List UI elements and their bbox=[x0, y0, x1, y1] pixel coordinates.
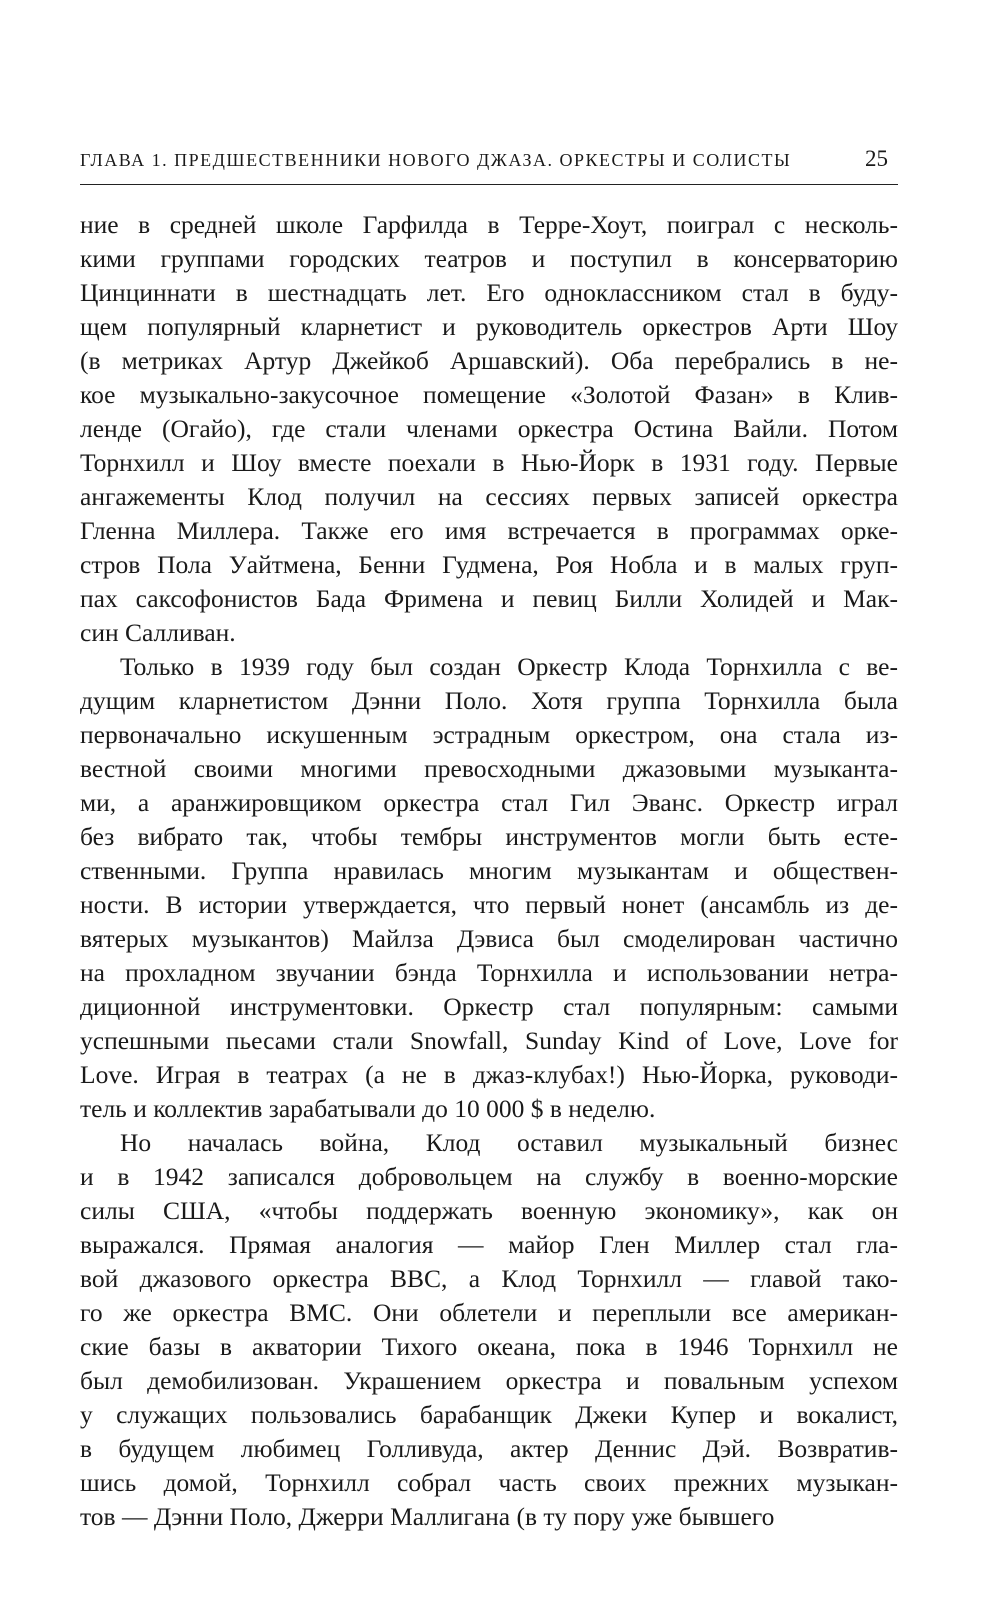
text-line: в будущем любимец Голливуда, актер Деннис Дэй. Возвратив- bbox=[80, 1434, 898, 1463]
text-line: тов — Дэнни Поло, Джерри Маллигана (в ту пору уже бывшего bbox=[80, 1502, 775, 1531]
paragraph bbox=[80, 650, 898, 1126]
text-line: и в 1942 записался добровольцем на службу в военно-морские bbox=[80, 1162, 898, 1191]
text-line: стров Пола Уайтмена, Бенни Гудмена, Роя Нобла и в малых груп- bbox=[80, 550, 898, 579]
page-number: 25 bbox=[865, 146, 888, 171]
text-line: Но началась война, Клод оставил музыкальный бизнес bbox=[120, 1128, 898, 1157]
text-line: (в метриках Артур Джейкоб Аршавский). Оба перебрались в не- bbox=[80, 346, 898, 375]
text-line: вестной своими многими превосходными джазовыми музыканта- bbox=[80, 754, 898, 783]
text-line: ские базы в акватории Тихого океана, пока в 1946 Торнхилл не bbox=[80, 1332, 898, 1361]
text-line: Цинциннати в шестнадцать лет. Его одноклассником стал в буду- bbox=[80, 278, 898, 307]
text-line: кими группами городских театров и поступил в консерваторию bbox=[80, 244, 898, 273]
text-line: вятерых музыкантов) Майлза Дэвиса был смоделирован частично bbox=[80, 924, 898, 953]
text-line: ангажементы Клод получил на сессиях первых записей оркестра bbox=[80, 482, 898, 511]
text-line: на прохладном звучании бэнда Торнхилла и использовании нетра- bbox=[80, 958, 898, 987]
text-line: Гленна Миллера. Также его имя встречается в программах орке- bbox=[80, 516, 898, 545]
text-line: Только в 1939 году был создан Оркестр Клода Торнхилла с ве- bbox=[120, 652, 898, 681]
paragraph bbox=[80, 208, 898, 650]
body-text bbox=[80, 208, 898, 1534]
paragraph bbox=[80, 1126, 898, 1534]
text-line: первоначально искушенным эстрадным оркестром, она стала из- bbox=[80, 720, 898, 749]
text-line: Торнхилл и Шоу вместе поехали в Нью-Йорк в 1931 году. Первые bbox=[80, 448, 898, 477]
text-line: был демобилизован. Украшением оркестра и повальным успехом bbox=[80, 1366, 898, 1395]
text-line: пах саксофонистов Бада Фримена и певиц Билли Холидей и Мак- bbox=[80, 584, 898, 613]
text-line: тель и коллектив зарабатывали до 10 000 $ в неделю. bbox=[80, 1094, 656, 1123]
text-line: син Салливан. bbox=[80, 618, 236, 647]
text-line: ние в средней школе Гарфилда в Терре-Хоут, поиграл с несколь- bbox=[80, 210, 898, 239]
text-line: дущим кларнетистом Дэнни Поло. Хотя группа Торнхилла была bbox=[80, 686, 898, 715]
text-line: диционной инструментовки. Оркестр стал популярным: самыми bbox=[80, 992, 898, 1021]
text-line: ности. В истории утверждается, что первый нонет (ансамбль из де- bbox=[80, 890, 898, 919]
text-line: у служащих пользовались барабанщик Джеки Купер и вокалист, bbox=[80, 1400, 898, 1429]
text-line: ственными. Группа нравилась многим музыкантам и обществен- bbox=[80, 856, 898, 885]
text-line: щем популярный кларнетист и руководитель оркестров Арти Шоу bbox=[80, 312, 898, 341]
text-line: успешными пьесами стали Snowfall, Sunday Kind of Love, Love for bbox=[80, 1026, 898, 1055]
text-line: вой джазового оркестра BBC, а Клод Торнхилл — главой тако- bbox=[80, 1264, 898, 1293]
chapter-title: ГЛАВА 1. ПРЕДШЕСТВЕННИКИ НОВОГО ДЖАЗА. ОРКЕСТРЫ И СОЛИСТЫ bbox=[80, 150, 792, 170]
text-line: выражался. Прямая аналогия — майор Глен Миллер стал гла- bbox=[80, 1230, 898, 1259]
text-line: ленде (Огайо), где стали членами оркестра Остина Вайли. Потом bbox=[80, 414, 898, 443]
text-line: кое музыкально-закусочное помещение «Золотой Фазан» в Клив- bbox=[80, 380, 898, 409]
text-line: ми, а аранжировщиком оркестра стал Гил Эванс. Оркестр играл bbox=[80, 788, 898, 817]
text-line: шись домой, Торнхилл собрал часть своих прежних музыкан- bbox=[80, 1468, 898, 1497]
text-line: без вибрато так, чтобы тембры инструментов могли быть есте- bbox=[80, 822, 898, 851]
running-header bbox=[80, 148, 898, 188]
header-rule bbox=[80, 184, 898, 185]
text-line: го же оркестра ВМС. Они облетели и переплыли все американ- bbox=[80, 1298, 898, 1327]
text-line: силы США, «чтобы поддержать военную экономику», как он bbox=[80, 1196, 898, 1225]
text-line: Love. Играя в театрах (а не в джаз-клубах!) Нью-Йорка, руководи- bbox=[80, 1060, 898, 1089]
